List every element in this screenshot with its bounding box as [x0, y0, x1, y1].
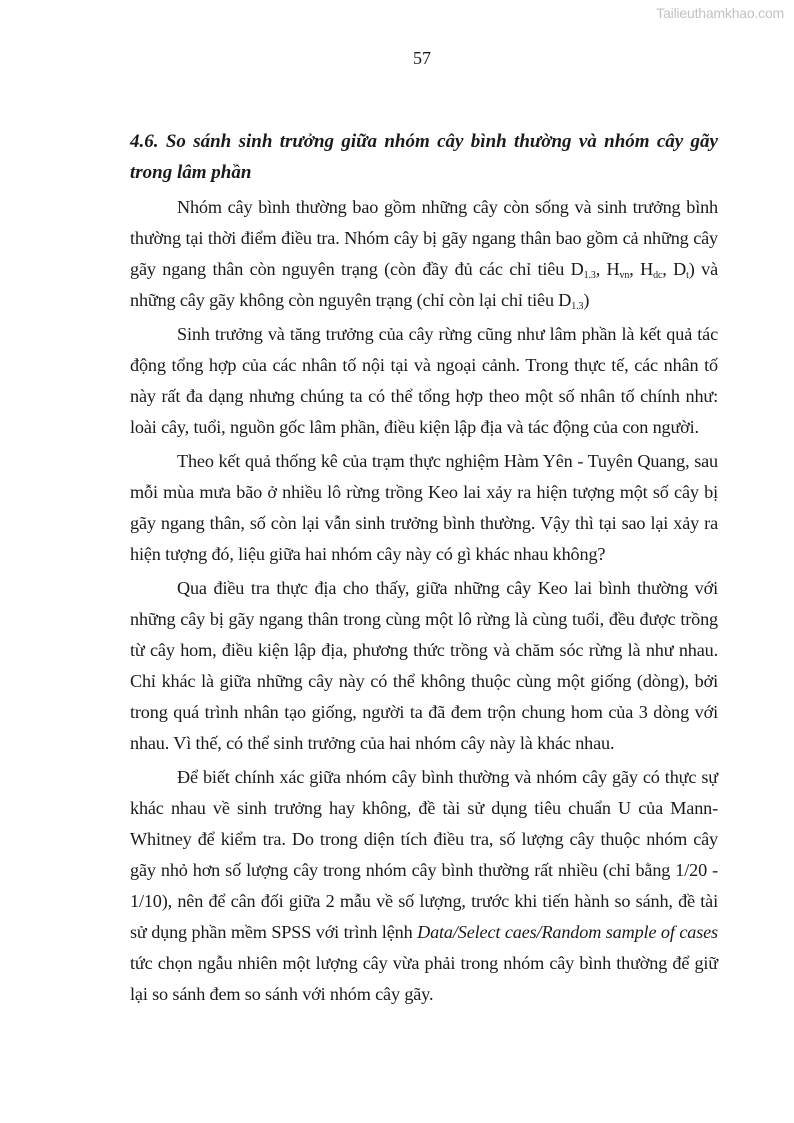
document-body	[130, 126, 718, 1013]
text-run: Để biết chính xác giữa nhóm cây bình thường và nhóm cây gãy có thực sự khác nhau về sinh trưởng hay không, đề tài sử dụng tiêu chuẩn U của Mann-Whitney để kiểm tra. Do trong diện tích điều tra, số lượng cây thuộc nhóm cây gãy nhỏ hơn số lượng cây trong nhóm cây bình thường rất nhiều (chỉ bằng 1/20 - 1/10), nên để cân đối giữa 2 mẫu về số lượng, trước khi tiến hành so sánh, đề tài sử dụng phần mềm SPSS với trình lệnh	[130, 767, 718, 942]
subscript: dc	[653, 270, 663, 281]
spss-command: Data/Select caes/Random sample of cases	[417, 922, 718, 942]
text-run: tức chọn ngẫu nhiên một lượng cây vừa phải trong nhóm cây bình thường để giữ lại so sánh đem so sánh với nhóm cây gãy.	[130, 953, 718, 1004]
text-run: , H	[629, 259, 654, 279]
paragraph-1	[130, 192, 718, 316]
subscript: t	[686, 270, 689, 281]
page-number: 57	[413, 48, 431, 68]
text-run: , D	[662, 259, 687, 279]
paragraph-3: Theo kết quả thống kê của trạm thực nghiệm Hàm Yên - Tuyên Quang, sau mỗi mùa mưa bão ở nhiều lô rừng trồng Keo lai xảy ra hiện tượng một số cây bị gãy ngang thân, số còn lại vẫn sinh trưởng bình thường. Vậy thì tại sao lại xảy ra hiện tượng đó, liệu giữa hai nhóm cây này có gì khác nhau không?	[130, 451, 718, 564]
paragraph-4: Qua điều tra thực địa cho thấy, giữa những cây Keo lai bình thường với những cây bị gãy ngang thân trong cùng một lô rừng là cùng tuổi, đều được trồng từ cây hom, điều kiện lập địa, phương thức trồng và chăm sóc rừng là như nhau. Chỉ khác là giữa những cây này có thể không thuộc cùng một giống (dòng), bởi trong quá trình nhân tạo giống, người ta đã đem trộn chung hom của 3 dòng với nhau. Vì thế, có thể sinh trưởng của hai nhóm cây này là khác nhau.	[130, 578, 718, 753]
text-run: )	[583, 290, 590, 310]
text-run: ) và những cây gãy không còn nguyên trạng (chỉ còn lại chỉ tiêu D	[130, 259, 718, 310]
text-run: , H	[595, 259, 620, 279]
watermark: Tailieuthamkhao.com	[656, 5, 784, 21]
subscript: 1.3	[571, 301, 584, 312]
subscript: vn	[619, 270, 630, 281]
text-run: Nhóm cây bình thường bao gồm những cây còn sống và sinh trưởng bình thường tại thời điểm điều tra. Nhóm cây bị gãy ngang thân bao gồm cả những cây gãy ngang thân còn nguyên trạng (còn đầy đủ các chỉ tiêu D	[130, 197, 718, 279]
subscript: 1.3	[583, 270, 596, 281]
paragraph-5	[130, 762, 718, 1010]
paragraph-2: Sinh trưởng và tăng trưởng của cây rừng cũng như lâm phần là kết quả tác động tổng hợp của các nhân tố nội tại và ngoại cảnh. Trong thực tế, các nhân tố này rất đa dạng nhưng chúng ta có thể tổng hợp theo một số nhân tố chính như: loài cây, tuổi, nguồn gốc lâm phần, điều kiện lập địa và tác động của con người.	[130, 324, 718, 437]
section-heading: 4.6. So sánh sinh trưởng giữa nhóm cây bình thường và nhóm cây gãy trong lâm phần	[130, 131, 718, 183]
